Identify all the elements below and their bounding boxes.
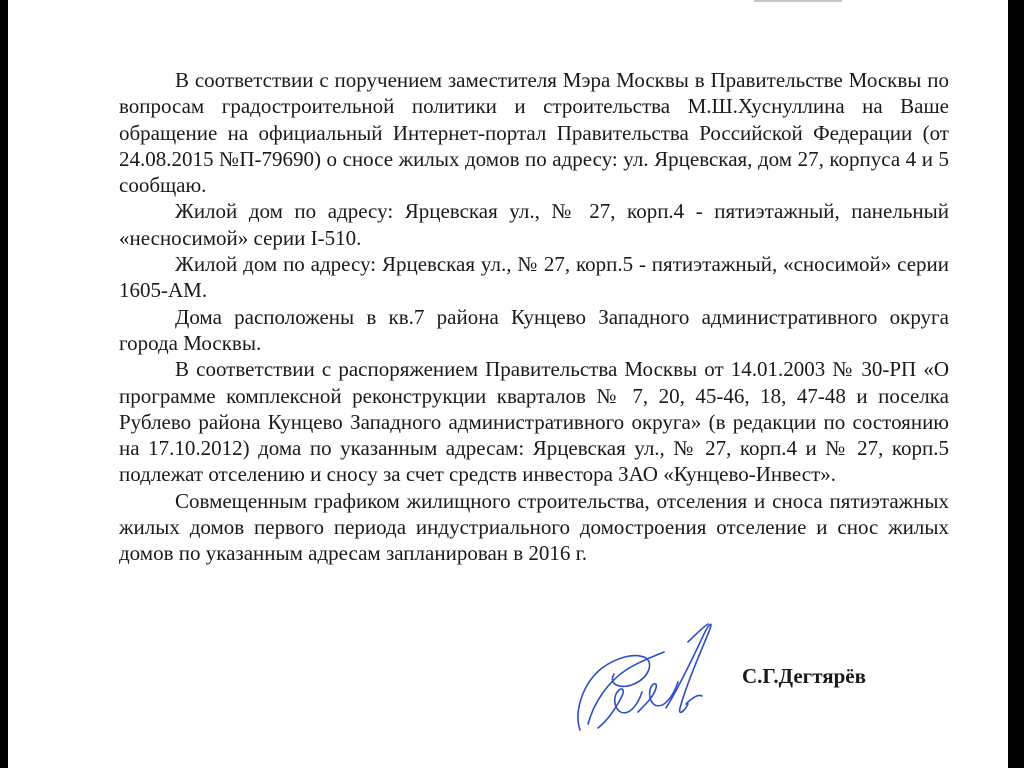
- letter-body: [119, 67, 949, 567]
- top-edge-mark: [754, 0, 842, 2]
- paragraph-decree: В соответствии с распоряжением Правительства Москвы от 14.01.2003 № 30-РП «О программе комплексной реконструкции кварталов № 7, 20, 45-46, 18, 47-48 и поселка Рублево района Кунцево Западного административного округа» (в редакции по состоянию на 17.10.2012) дома по указанным адресам: Ярцевская ул., № 27, корп.4 и № 27, корп.5 подлежат отселению и сносу за счет средств инвестора ЗАО «Кунцево-Инвест».: [119, 357, 949, 487]
- document-page: [8, 0, 1008, 768]
- paragraph-intro: В соответствии с поручением заместителя Мэра Москвы в Правительстве Москвы по вопросам градостроительной политики и строительства М.Ш.Хуснуллина на Ваше обращение на официальный Интернет-портал Правительства Российской Федерации (от 24.08.2015 №П-79690) о сносе жилых домов по адресу: ул. Ярцевская, дом 27, корпуса 4 и 5 сообщаю.: [119, 68, 949, 198]
- paragraph-location: Дома расположены в кв.7 района Кунцево Западного административного округа города Москвы.: [119, 304, 949, 355]
- signature-graphic: [568, 612, 738, 752]
- handwritten-signature: [568, 612, 738, 752]
- paragraph-building-5: Жилой дом по адресу: Ярцевская ул., № 27, корп.5 - пятиэтажный, «сносимой» серии 1605-АМ.: [119, 252, 949, 303]
- signer-name: С.Г.Дегтярёв: [742, 664, 866, 688]
- paragraph-schedule: Совмещенным графиком жилищного строительства, отселения и сноса пятиэтажных жилых домов первого периода индустриального домостроения отселение и снос жилых домов по указанным адресам запланирован в 2016 г.: [119, 488, 949, 566]
- paragraph-building-4: Жилой дом по адресу: Ярцевская ул., № 27, корп.4 - пятиэтажный, панельный «несносимой» серии I-510.: [119, 199, 949, 250]
